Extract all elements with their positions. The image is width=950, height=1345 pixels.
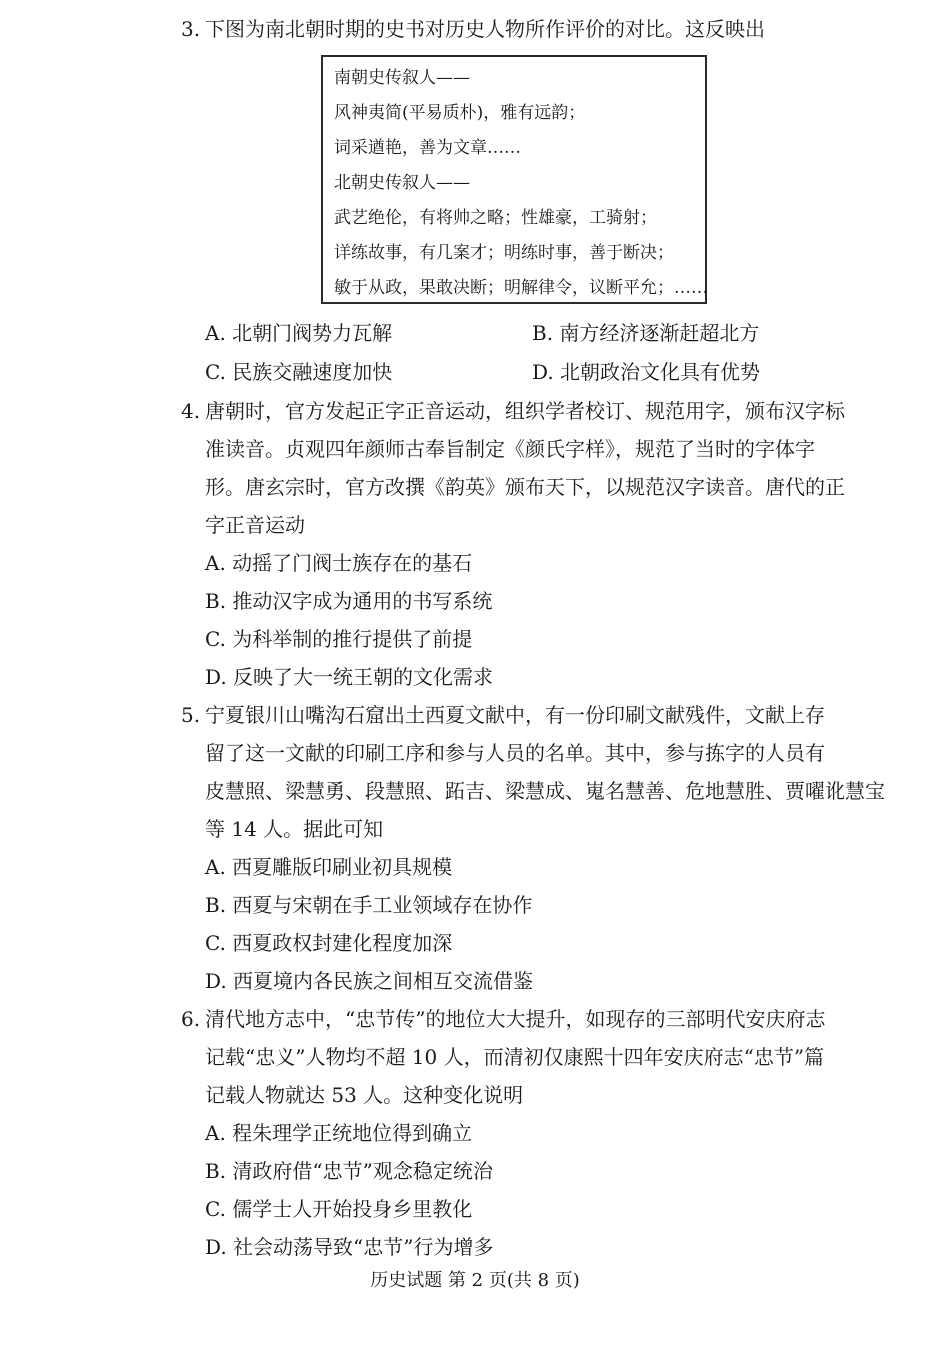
question-6-stem-line: 记载人物就达 53 人。这种变化说明 [205, 1083, 524, 1107]
question-5-option-d[interactable]: D. 西夏境内各民族之间相互交流借鉴 [205, 969, 534, 993]
question-4-option-c[interactable]: C. 为科举制的推行提供了前提 [205, 627, 473, 651]
question-3-option-b[interactable]: B. 南方经济逐渐赶超北方 [532, 321, 760, 345]
quote-line: 敏于从政，果敢决断；明解律令，议断平允；…… [334, 278, 708, 298]
question-5-number: 5. [181, 703, 201, 727]
quote-line: 详练故事，有几案才；明练时事，善于断决； [334, 243, 674, 263]
quote-line: 南朝史传叙人—— [334, 68, 470, 88]
question-4-stem-line: 准读音。贞观四年颜师古奉旨制定《颜氏字样》，规范了当时的字体字 [205, 437, 815, 461]
question-3-option-d[interactable]: D. 北朝政治文化具有优势 [532, 360, 761, 384]
question-3-option-c[interactable]: C. 民族交融速度加快 [205, 360, 393, 384]
question-5-stem-line: 宁夏银川山嘴沟石窟出土西夏文献中，有一份印刷文献残件，文献上存 [205, 703, 825, 727]
question-4-stem-line: 唐朝时，官方发起正字正音运动，组织学者校订、规范用字，颁布汉字标 [205, 399, 845, 423]
question-5-stem-line: 留了这一文献的印刷工序和参与人员的名单。其中，参与拣字的人员有 [205, 741, 825, 765]
question-3-stem: 下图为南北朝时期的史书对历史人物所作评价的对比。这反映出 [205, 17, 765, 41]
question-4-stem-line: 形。唐玄宗时，官方改撰《韵英》颁布天下，以规范汉字读音。唐代的正 [205, 475, 845, 499]
question-6-option-a[interactable]: A. 程朱理学正统地位得到确立 [205, 1121, 473, 1145]
question-6-option-d[interactable]: D. 社会动荡导致“忠节”行为增多 [205, 1235, 494, 1259]
question-4-option-b[interactable]: B. 推动汉字成为通用的书写系统 [205, 589, 493, 613]
question-6-option-b[interactable]: B. 清政府借“忠节”观念稳定统治 [205, 1159, 493, 1183]
question-6-number: 6. [181, 1007, 201, 1031]
question-5-stem-line: 皮慧照、梁慧勇、段慧照、跖吉、梁慧成、嵬名慧善、危地慧胜、贾嚁讹慧宝 [205, 779, 885, 803]
quote-line: 词采遒艳，善为文章…… [334, 138, 521, 158]
question-4-option-d[interactable]: D. 反映了大一统王朝的文化需求 [205, 665, 494, 689]
quote-line: 风神夷简(平易质朴)，雅有远韵； [334, 103, 586, 123]
question-3-number: 3. [181, 17, 201, 41]
page-footer: 历史试题 第 2 页(共 8 页) [370, 1270, 580, 1291]
question-6-option-c[interactable]: C. 儒学士人开始投身乡里教化 [205, 1197, 473, 1221]
question-3-option-a[interactable]: A. 北朝门阀势力瓦解 [205, 321, 393, 345]
quote-box [321, 55, 707, 304]
quote-line: 北朝史传叙人—— [334, 173, 470, 193]
question-5-option-b[interactable]: B. 西夏与宋朝在手工业领域存在协作 [205, 893, 533, 917]
question-6-stem-line: 清代地方志中，“忠节传”的地位大大提升，如现存的三部明代安庆府志 [205, 1007, 826, 1031]
question-5-option-c[interactable]: C. 西夏政权封建化程度加深 [205, 931, 453, 955]
quote-line: 武艺绝伦，有将帅之略；性雄豪，工骑射； [334, 208, 657, 228]
question-5-option-a[interactable]: A. 西夏雕版印刷业初具规模 [205, 855, 453, 879]
question-4-stem-line: 字正音运动 [205, 513, 305, 537]
question-6-stem-line: 记载“忠义”人物均不超 10 人，而清初仅康熙十四年安庆府志“忠节”篇 [205, 1045, 825, 1069]
question-4-number: 4. [181, 399, 201, 423]
question-5-stem-line: 等 14 人。据此可知 [205, 817, 384, 841]
question-4-option-a[interactable]: A. 动摇了门阀士族存在的基石 [205, 551, 473, 575]
